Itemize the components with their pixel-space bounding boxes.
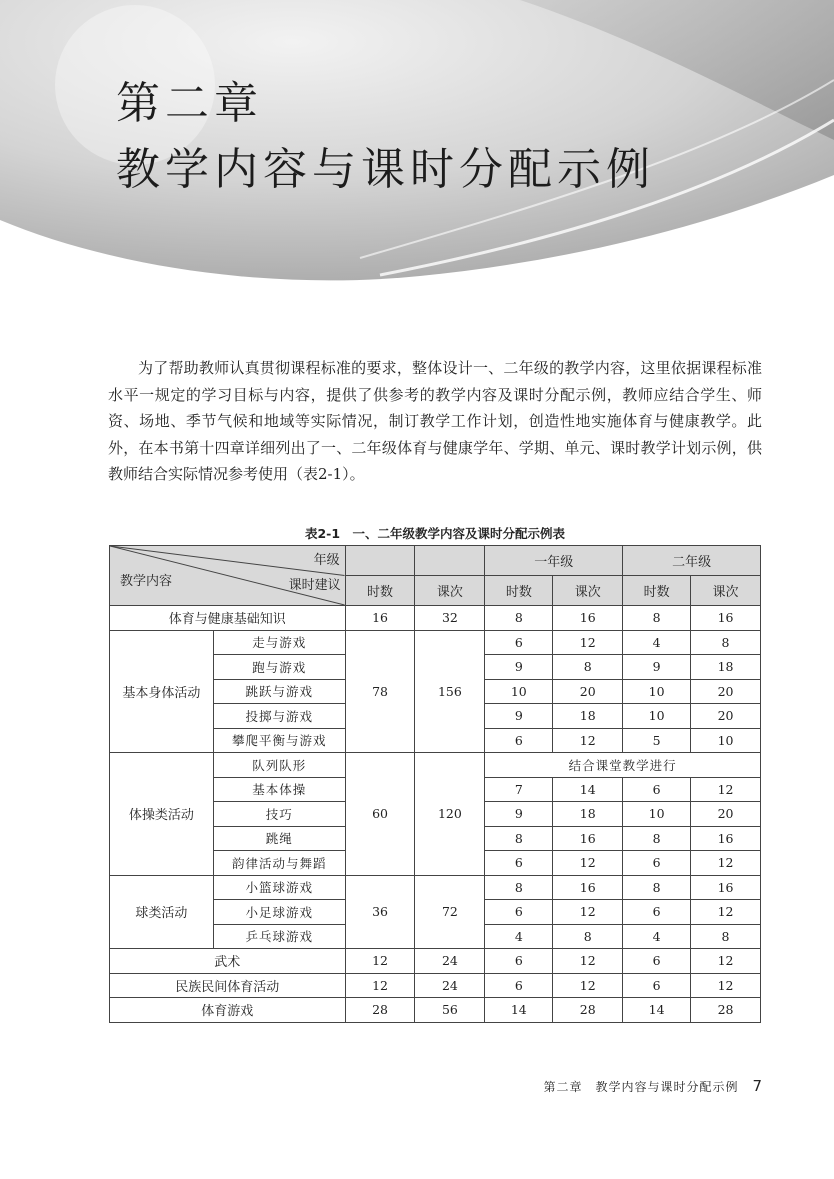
item-label: 小篮球游戏 [213, 875, 345, 900]
table-cell: 12 [553, 949, 623, 974]
table-cell: 14 [485, 998, 553, 1023]
table-cell: 12 [553, 630, 623, 655]
table-cell: 18 [691, 655, 761, 680]
header-content-label: 教学内容 [120, 574, 173, 589]
table-cell: 12 [553, 973, 623, 998]
table-cell: 12 [553, 851, 623, 876]
table-cell: 18 [553, 704, 623, 729]
table-row [110, 630, 761, 655]
table-cell: 6 [485, 851, 553, 876]
table-cell: 12 [345, 973, 415, 998]
table-cell: 8 [691, 924, 761, 949]
table-row [110, 998, 761, 1023]
table-cell: 6 [485, 949, 553, 974]
table-cell: 6 [485, 900, 553, 925]
item-label: 攀爬平衡与游戏 [213, 728, 345, 753]
category-label: 体操类活动 [110, 753, 214, 876]
table-cell: 6 [623, 851, 691, 876]
table-cell: 12 [691, 973, 761, 998]
formation-note: 结合课堂教学进行 [485, 753, 761, 778]
table-cell: 12 [691, 777, 761, 802]
table-cell: 8 [485, 606, 553, 631]
item-label: 投掷与游戏 [213, 704, 345, 729]
table-cell: 6 [485, 728, 553, 753]
header-grade1: 一年级 [485, 546, 623, 576]
category-label: 基本身体活动 [110, 630, 214, 753]
row-label: 体育游戏 [110, 998, 346, 1023]
table-cell: 8 [485, 875, 553, 900]
table-cell: 14 [623, 998, 691, 1023]
table-cell: 20 [691, 802, 761, 827]
table-row [110, 875, 761, 900]
table-cell: 12 [345, 949, 415, 974]
table-cell: 4 [623, 630, 691, 655]
table-row [110, 973, 761, 998]
header-g1-hours: 时数 [485, 576, 553, 606]
table-cell: 16 [691, 826, 761, 851]
table-cell: 10 [691, 728, 761, 753]
item-label: 跳跃与游戏 [213, 679, 345, 704]
table-cell: 16 [691, 875, 761, 900]
item-label: 小足球游戏 [213, 900, 345, 925]
intro-paragraph [108, 355, 762, 488]
header-grade2: 二年级 [623, 546, 761, 576]
table-cell: 9 [623, 655, 691, 680]
table-cell: 8 [623, 826, 691, 851]
row-label: 体育与健康基础知识 [110, 606, 346, 631]
page-footer [543, 1077, 762, 1095]
table-cell: 12 [691, 900, 761, 925]
category-label: 球类活动 [110, 875, 214, 949]
header-suggestion-label: 课时建议 [288, 578, 341, 593]
table-cell: 72 [415, 875, 485, 949]
table-cell: 20 [691, 679, 761, 704]
table-cell: 10 [485, 679, 553, 704]
running-title: 第二章 教学内容与课时分配示例 [543, 1080, 739, 1094]
table-cell: 6 [623, 900, 691, 925]
chapter-title: 教学内容与课时分配示例 [116, 144, 655, 195]
table-cell: 56 [415, 998, 485, 1023]
header-blank-cell [415, 546, 485, 576]
table-cell: 20 [691, 704, 761, 729]
table-cell: 28 [691, 998, 761, 1023]
table-cell: 18 [553, 802, 623, 827]
table-cell: 5 [623, 728, 691, 753]
table-cell: 6 [623, 949, 691, 974]
table-cell: 9 [485, 704, 553, 729]
header-g1-lessons: 课次 [553, 576, 623, 606]
table-cell: 24 [415, 949, 485, 974]
table-cell: 120 [415, 753, 485, 876]
table-cell: 8 [691, 630, 761, 655]
table-cell: 78 [345, 630, 415, 753]
header-year-label: 年级 [313, 553, 340, 568]
table-cell: 12 [691, 949, 761, 974]
table-cell: 156 [415, 630, 485, 753]
table-cell: 9 [485, 802, 553, 827]
table-cell: 8 [553, 655, 623, 680]
table-cell: 6 [623, 973, 691, 998]
table-cell: 8 [623, 606, 691, 631]
table-cell: 9 [485, 655, 553, 680]
header-blank-cell [345, 546, 415, 576]
table-row [110, 606, 761, 631]
table-cell: 10 [623, 704, 691, 729]
chapter-number: 第二章 [116, 78, 263, 129]
table-cell: 16 [691, 606, 761, 631]
table-cell: 28 [553, 998, 623, 1023]
item-label: 乒乓球游戏 [213, 924, 345, 949]
item-label: 基本体操 [213, 777, 345, 802]
item-label: 韵律活动与舞蹈 [213, 851, 345, 876]
header-g2-lessons: 课次 [691, 576, 761, 606]
table-cell: 16 [553, 875, 623, 900]
table-cell: 4 [623, 924, 691, 949]
intro-text: 为了帮助教师认真贯彻课程标准的要求，整体设计一、二年级的教学内容，这里依据课程标准水平一规定的学习目标与内容，提供了供参考的教学内容及课时分配示例，教师应结合学生、师资、场地、季节气候和地域等实际情况，制订教学工作计划，创造性地实施体育与健康教学。此外，在本书第十四章详细列出了一、二年级体育与健康学年、学期、单元、课时教学计划示例，供教师结合实际情况参考使用（表2-1）。 [108, 359, 762, 483]
header-total-hours: 时数 [345, 576, 415, 606]
table-cell: 12 [553, 728, 623, 753]
table-cell: 60 [345, 753, 415, 876]
table-cell: 8 [485, 826, 553, 851]
item-label: 跑与游戏 [213, 655, 345, 680]
table-cell: 12 [691, 851, 761, 876]
table-cell: 14 [553, 777, 623, 802]
table-cell: 6 [485, 630, 553, 655]
table-cell: 20 [553, 679, 623, 704]
table-cell: 10 [623, 679, 691, 704]
row-label: 武术 [110, 949, 346, 974]
table-cell: 32 [415, 606, 485, 631]
table-cell: 12 [553, 900, 623, 925]
item-label: 队列队形 [213, 753, 345, 778]
table-cell: 16 [553, 826, 623, 851]
table-row [110, 949, 761, 974]
page-number: 7 [752, 1077, 762, 1095]
header-total-lessons: 课次 [415, 576, 485, 606]
table-cell: 36 [345, 875, 415, 949]
table-cell: 6 [485, 973, 553, 998]
table-cell: 4 [485, 924, 553, 949]
table-cell: 10 [623, 802, 691, 827]
table-caption: 表2-1 一、二年级教学内容及课时分配示例表 [304, 526, 566, 541]
table-cell: 7 [485, 777, 553, 802]
diagonal-header-cell [110, 546, 346, 606]
table-cell: 16 [345, 606, 415, 631]
lesson-distribution-table [109, 545, 761, 1023]
table-cell: 8 [623, 875, 691, 900]
table-cell: 16 [553, 606, 623, 631]
table-cell: 8 [553, 924, 623, 949]
table-row [110, 753, 761, 778]
table-cell: 28 [345, 998, 415, 1023]
item-label: 走与游戏 [213, 630, 345, 655]
table-cell: 24 [415, 973, 485, 998]
header-g2-hours: 时数 [623, 576, 691, 606]
row-label: 民族民间体育活动 [110, 973, 346, 998]
item-label: 跳绳 [213, 826, 345, 851]
table-cell: 6 [623, 777, 691, 802]
item-label: 技巧 [213, 802, 345, 827]
header-row-grades [110, 546, 761, 576]
